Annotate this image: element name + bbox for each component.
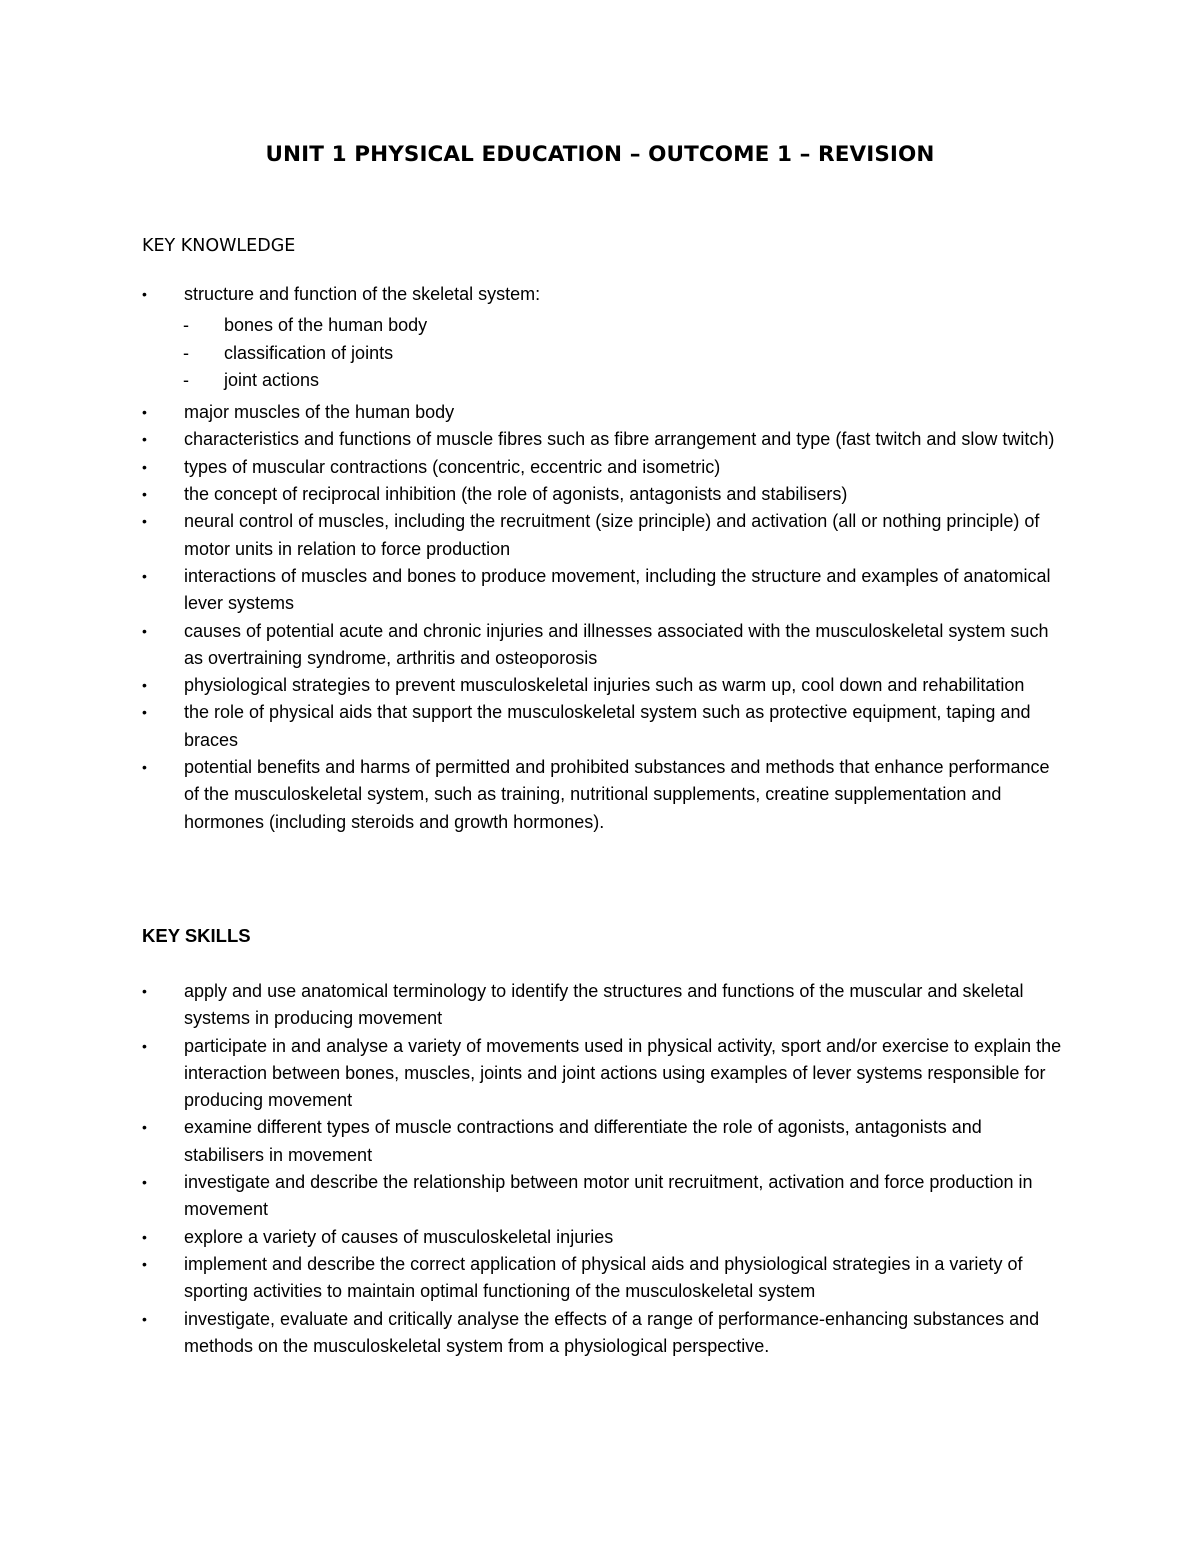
dash-icon: -	[183, 342, 189, 363]
sub-list-item	[183, 340, 1064, 367]
bullet-icon: •	[142, 486, 147, 503]
sub-list-item	[183, 367, 1064, 394]
bullet-icon: •	[142, 1174, 147, 1191]
list-item	[0, 563, 1064, 618]
list-item	[0, 1306, 1064, 1361]
dash-icon: -	[183, 315, 189, 336]
bullet-icon: •	[142, 431, 147, 448]
list-item-text: apply and use anatomical terminology to identify the structures and functions of the muscular and skeletal systems in producing movement	[184, 981, 1024, 1029]
list-item-text: characteristics and functions of muscle fibres such as fibre arrangement and type (fast twitch and slow twitch)	[184, 429, 1055, 450]
sub-list-item	[183, 312, 1064, 339]
sub-list-item-text: classification of joints	[224, 342, 394, 363]
list-item	[0, 399, 1064, 426]
dash-icon: -	[183, 369, 189, 390]
sub-list	[184, 312, 1064, 394]
list-item-text: examine different types of muscle contractions and differentiate the role of agonists, antagonists and stabilisers in movement	[184, 1117, 982, 1165]
bullet-icon: •	[142, 759, 147, 776]
list-item-text: investigate and describe the relationship between motor unit recruitment, activation and force production in movement	[184, 1172, 1033, 1220]
document-title: UNIT 1 PHYSICAL EDUCATION – OUTCOME 1 – REVISION	[265, 142, 935, 167]
bullet-icon: •	[142, 513, 147, 530]
list-item-text: participate in and analyse a variety of movements used in physical activity, sport and/or exercise to explain the interaction between bones, muscles, joints and joint actions using examples of lever systems responsible for producing movement	[184, 1035, 1062, 1111]
bullet-icon: •	[142, 567, 147, 584]
bullet-icon: •	[142, 1119, 147, 1136]
list-item	[0, 481, 1064, 508]
list-item-text: types of muscular contractions (concentric, eccentric and isometric)	[184, 456, 721, 477]
sub-list-item-text: joint actions	[224, 369, 320, 390]
list-item	[0, 1251, 1064, 1306]
list-item-text: potential benefits and harms of permitted and prohibited substances and methods that enhance performance of the musculoskeletal system, such as training, nutritional supplements, creatine supplementation and hormones (including steroids and growth hormones).	[184, 757, 1050, 832]
list-item-text: physiological strategies to prevent musculoskeletal injuries such as warm up, cool down and rehabilitation	[184, 675, 1025, 696]
key-knowledge-heading: KEY KNOWLEDGE	[142, 236, 296, 256]
list-item	[0, 1169, 1064, 1224]
list-item-text: neural control of muscles, including the recruitment (size principle) and activation (all or nothing principle) of motor units in relation to force production	[184, 511, 1040, 559]
list-item-text: the role of physical aids that support the musculoskeletal system such as protective equipment, taping and braces	[184, 702, 1031, 750]
list-item	[0, 618, 1064, 673]
bullet-icon: •	[142, 458, 147, 475]
list-item	[0, 1114, 1064, 1169]
list-item	[0, 1033, 1064, 1115]
key-skills-list	[0, 978, 1200, 1360]
bullet-icon: •	[142, 1310, 147, 1327]
list-item-text: interactions of muscles and bones to produce movement, including the structure and examples of anatomical lever systems	[184, 565, 1051, 614]
list-item	[0, 1224, 1064, 1251]
list-item	[0, 454, 1064, 481]
list-item-text: structure and function of the skeletal system:	[184, 284, 541, 304]
sub-list-item-text: bones of the human body	[224, 315, 428, 336]
list-item-text: causes of potential acute and chronic injuries and illnesses associated with the musculoskeletal system such as overtraining syndrome, arthritis and osteoporosis	[184, 620, 1049, 668]
key-knowledge-list	[0, 281, 1200, 836]
list-item	[0, 508, 1064, 563]
list-item-text: the concept of reciprocal inhibition (the role of agonists, antagonists and stabilisers)	[184, 484, 848, 505]
list-item	[0, 978, 1064, 1033]
bullet-icon: •	[142, 677, 147, 694]
bullet-icon: •	[142, 622, 147, 639]
list-item-text: implement and describe the correct application of physical aids and physiological strategies in a variety of sporting activities to maintain optimal functioning of the musculoskeletal system	[184, 1253, 1023, 1302]
list-item-text: explore a variety of causes of musculoskeletal injuries	[184, 1226, 614, 1247]
bullet-icon: •	[142, 1228, 147, 1245]
bullet-icon: •	[142, 1255, 147, 1272]
list-item-text: investigate, evaluate and critically analyse the effects of a range of performance-enhancing substances and methods on the musculoskeletal system from a physiological perspective.	[184, 1308, 1040, 1356]
list-item	[0, 754, 1064, 836]
list-item	[0, 699, 1064, 754]
bullet-icon: •	[142, 983, 147, 999]
list-item-text: major muscles of the human body	[184, 402, 455, 423]
bullet-icon: •	[142, 404, 147, 421]
bullet-icon: •	[142, 704, 147, 721]
list-item	[0, 426, 1064, 453]
bullet-icon: •	[142, 286, 147, 302]
bullet-icon: •	[142, 1037, 147, 1054]
key-skills-heading: KEY SKILLS	[142, 925, 251, 946]
list-item	[0, 672, 1064, 699]
list-item	[0, 281, 1064, 394]
